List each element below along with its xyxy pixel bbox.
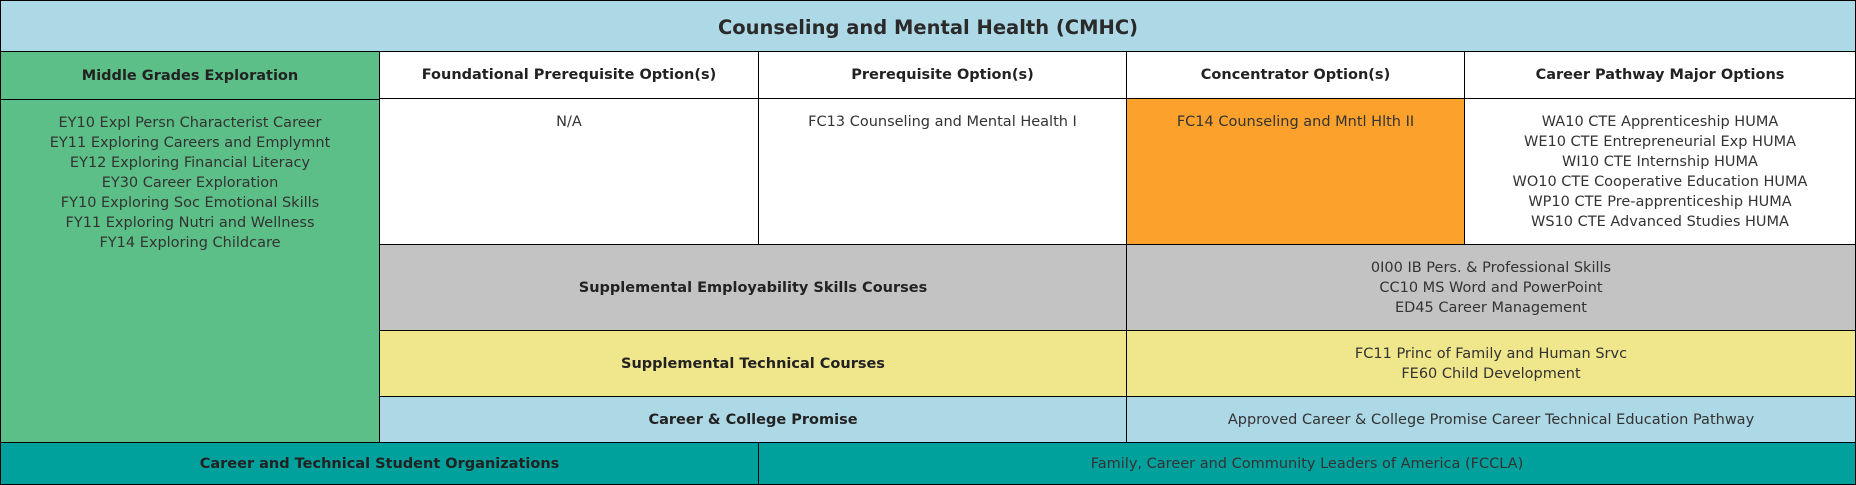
technical-label: Supplemental Technical Courses bbox=[379, 330, 1126, 396]
technical-course: FE60 Child Development bbox=[1401, 365, 1581, 382]
ccp-value: Approved Career & College Promise Career Technical Education Pathway bbox=[1126, 396, 1855, 442]
prerequisite-cell bbox=[758, 98, 1126, 244]
concentrator-cell bbox=[1126, 98, 1464, 244]
ccp-label: Career & College Promise bbox=[379, 396, 1126, 442]
pathway-title: Counseling and Mental Health (CMHC) bbox=[1, 1, 1855, 51]
middle-grades-course: FY14 Exploring Childcare bbox=[99, 235, 281, 251]
pathway-major-cell bbox=[1464, 98, 1855, 244]
middle-grades-course: FY10 Exploring Soc Emotional Skills bbox=[60, 195, 320, 211]
middle-grades-course: EY10 Expl Persn Characterist Career bbox=[58, 115, 322, 131]
foundational-cell bbox=[379, 98, 758, 244]
foundational-header: Foundational Prerequisite Option(s) bbox=[379, 51, 758, 98]
pathway-major-course: WA10 CTE Apprenticeship HUMA bbox=[1541, 114, 1779, 130]
middle-grades-course-list bbox=[1, 99, 379, 253]
middle-grades-column bbox=[1, 51, 379, 442]
middle-grades-course: FY11 Exploring Nutri and Wellness bbox=[65, 215, 315, 231]
concentrator-header: Concentrator Option(s) bbox=[1126, 51, 1464, 98]
technical-courses bbox=[1126, 330, 1855, 396]
employability-course: ED45 Career Management bbox=[1395, 299, 1587, 316]
concentrator-value: FC14 Counseling and Mntl Hlth II bbox=[1176, 114, 1415, 130]
pathway-major-header: Career Pathway Major Options bbox=[1464, 51, 1855, 98]
pathway-major-course: WS10 CTE Advanced Studies HUMA bbox=[1531, 214, 1789, 230]
pathway-major-course: WO10 CTE Cooperative Education HUMA bbox=[1512, 174, 1808, 190]
prerequisite-header: Prerequisite Option(s) bbox=[758, 51, 1126, 98]
employability-course: 0I00 IB Pers. & Professional Skills bbox=[1370, 259, 1612, 276]
employability-course: CC10 MS Word and PowerPoint bbox=[1379, 279, 1603, 296]
middle-grades-course: EY11 Exploring Careers and Emplymnt bbox=[49, 135, 331, 151]
pathway-major-course: WE10 CTE Entrepreneurial Exp HUMA bbox=[1524, 134, 1796, 150]
prerequisite-value: FC13 Counseling and Mental Health I bbox=[808, 114, 1077, 130]
pathway-major-course: WI10 CTE Internship HUMA bbox=[1562, 154, 1758, 170]
foundational-value: N/A bbox=[556, 114, 582, 130]
middle-grades-course: EY30 Career Exploration bbox=[101, 175, 279, 191]
ctso-label: Career and Technical Student Organizations bbox=[1, 442, 758, 484]
technical-course: FC11 Princ of Family and Human Srvc bbox=[1354, 345, 1628, 362]
employability-label: Supplemental Employability Skills Courses bbox=[379, 244, 1126, 330]
pathway-major-course: WP10 CTE Pre-apprenticeship HUMA bbox=[1528, 194, 1792, 210]
middle-grades-course: EY12 Exploring Financial Literacy bbox=[69, 155, 311, 171]
ctso-value: Family, Career and Community Leaders of America (FCCLA) bbox=[758, 442, 1855, 484]
middle-grades-header: Middle Grades Exploration bbox=[81, 67, 299, 84]
employability-courses bbox=[1126, 244, 1855, 330]
